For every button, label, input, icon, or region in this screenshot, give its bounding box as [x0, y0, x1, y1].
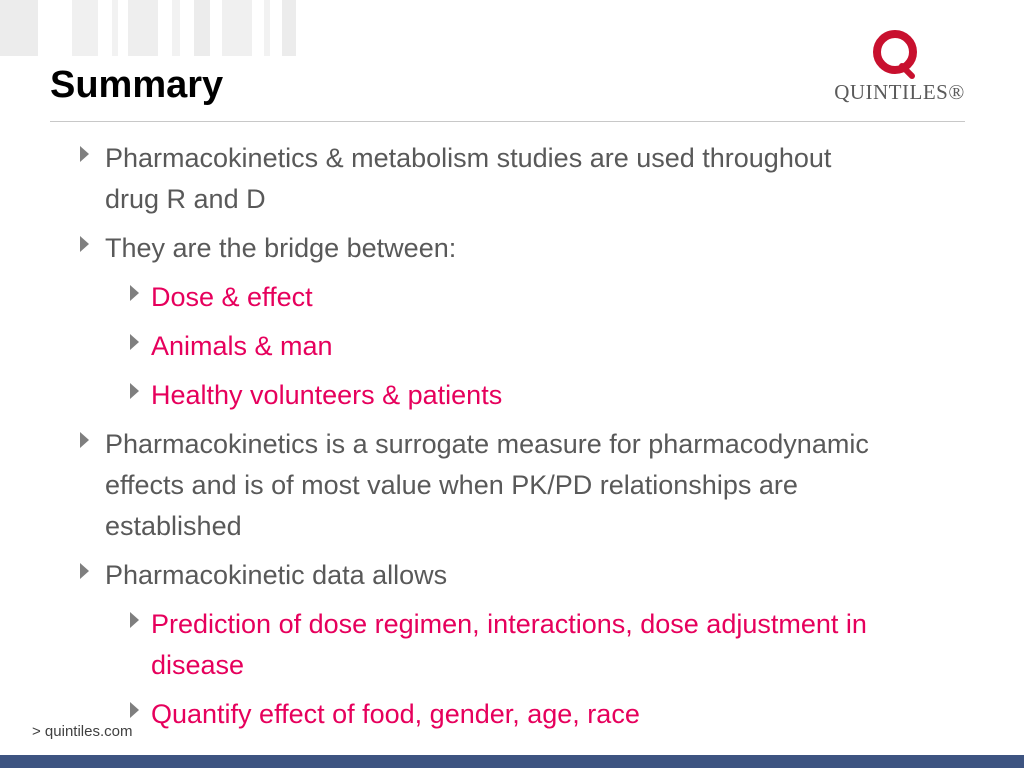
bullet-list	[75, 138, 875, 743]
bullet-item	[75, 228, 875, 269]
bullet-arrow-icon	[80, 563, 89, 579]
page-title: Summary	[50, 64, 224, 106]
sub-bullet-item	[75, 604, 875, 686]
bullet-text: Pharmacokinetics is a surrogate measure for pharmacodynamic effects and is of most value when PK/PD relationships are established	[105, 429, 869, 541]
sub-bullet-text: Prediction of dose regimen, interactions, dose adjustment in disease	[151, 609, 867, 680]
bullet-item	[75, 424, 875, 547]
sub-bullet-item	[75, 694, 875, 735]
sub-bullet-item	[75, 375, 875, 416]
title-divider	[50, 121, 965, 122]
bullet-arrow-icon	[80, 146, 89, 162]
sub-bullet-text: Healthy volunteers & patients	[151, 380, 503, 410]
logo-wordmark: QUINTILES®	[834, 80, 965, 104]
quintiles-logo	[832, 28, 967, 104]
bullet-text: Pharmacokinetic data allows	[105, 560, 448, 590]
bullet-arrow-icon	[130, 612, 139, 628]
sub-bullet-text: Animals & man	[151, 331, 333, 361]
bullet-arrow-icon	[130, 383, 139, 399]
sub-bullet-text: Dose & effect	[151, 282, 313, 312]
bullet-arrow-icon	[130, 702, 139, 718]
bullet-item	[75, 138, 875, 220]
bullet-item	[75, 555, 875, 596]
bullet-arrow-icon	[80, 236, 89, 252]
footer-website-link[interactable]: > quintiles.com	[32, 723, 133, 740]
sub-bullet-text: Quantify effect of food, gender, age, race	[151, 699, 640, 729]
bullet-arrow-icon	[130, 285, 139, 301]
bullet-arrow-icon	[80, 432, 89, 448]
bullet-text: They are the bridge between:	[105, 233, 457, 263]
decorative-stripes	[0, 0, 300, 56]
bullet-arrow-icon	[130, 334, 139, 350]
sub-bullet-item	[75, 326, 875, 367]
bullet-text: Pharmacokinetics & metabolism studies are used throughout drug R and D	[105, 143, 832, 214]
footer-bar	[0, 755, 1024, 768]
logo-ring-icon	[832, 28, 967, 80]
sub-bullet-item	[75, 277, 875, 318]
